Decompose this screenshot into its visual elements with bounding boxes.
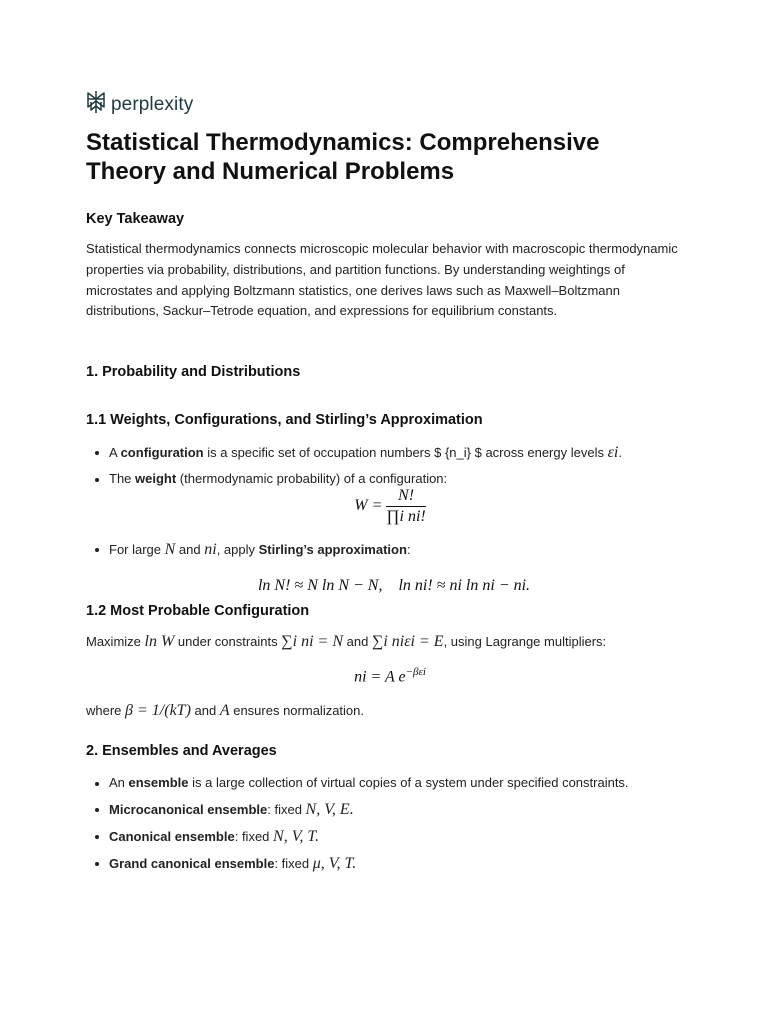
brand-name: perplexity bbox=[111, 93, 194, 115]
list-item: A configuration is a specific set of occupation numbers $ {n_i} $ across energy levels εi. bbox=[109, 444, 622, 461]
list-item: An ensemble is a large collection of virtual copies of a system under specified constraints. bbox=[109, 775, 629, 790]
perplexity-logo-icon bbox=[86, 90, 106, 119]
section11-heading: 1.1 Weights, Configurations, and Stirling’s Approximation bbox=[86, 412, 483, 428]
math-epsilon: εi bbox=[607, 444, 619, 461]
list-item: Canonical ensemble: fixed N, V, T. bbox=[109, 828, 320, 845]
key-takeaway-text: Statistical thermodynamics connects microscopic molecular behavior with macroscopic thermodynamic properties via probability, distributions, and partition functions. By understanding weightings of microstates and applying Boltzmann statistics, one derives laws such as Maxwell–Boltzmann distributions, Sackur–Tetrode equation, and expressions for equilibrium constants. bbox=[86, 241, 678, 319]
section2-heading: 2. Ensembles and Averages bbox=[86, 743, 277, 759]
section12-heading: 1.2 Most Probable Configuration bbox=[86, 603, 310, 619]
page-title: Statistical Thermodynamics: Comprehensive Theory and Numerical Problems bbox=[86, 129, 600, 185]
list-item: The weight (thermodynamic probability) of a configuration: bbox=[109, 471, 448, 486]
equation-distribution: ni = A $e^{-\beta\varepsilon i}$ bbox=[354, 666, 426, 686]
list-item: Microcanonical ensemble: fixed N, V, E. bbox=[109, 801, 354, 818]
constraint-line: Maximize ln W under constraints ∑i ni = N and ∑i niεi = E, using Lagrange multipliers: bbox=[86, 633, 607, 650]
list-item: For large N and ni, apply Stirling’s approximation: bbox=[109, 541, 411, 558]
section1-heading: 1. Probability and Distributions bbox=[86, 364, 301, 380]
normalization-line: where β = 1/(kT) and A ensures normalization. bbox=[86, 702, 365, 719]
equation-stirling: ln N! ≈ N ln N − N, ln ni! ≈ ni ln ni − ni. bbox=[257, 577, 531, 594]
equation-weight: W = $\frac{N!}{\text{∏i ni!}}$ bbox=[354, 487, 426, 525]
list-item: Grand canonical ensemble: fixed μ, V, T. bbox=[109, 855, 357, 872]
brand-logo bbox=[86, 90, 193, 119]
key-takeaway-heading: Key Takeaway bbox=[86, 211, 185, 227]
